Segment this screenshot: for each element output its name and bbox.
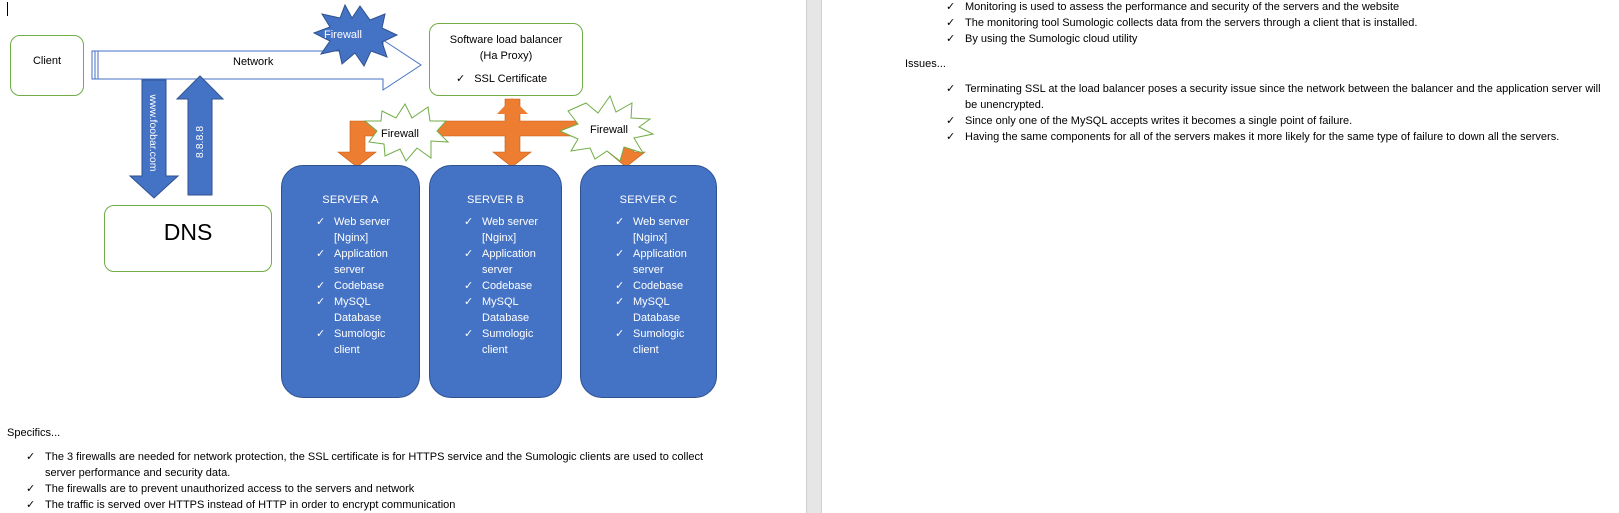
- server-component: ✓ Application server: [334, 246, 404, 278]
- specifics-section: [7, 425, 727, 513]
- server-a: [281, 165, 420, 398]
- dns-label: DNS: [163, 219, 213, 245]
- server-component: ✓ Sumologic client: [482, 326, 552, 358]
- server-component: ✓ Codebase: [633, 278, 703, 294]
- firewall-top-label: Firewall: [324, 29, 362, 41]
- server-component: ✓ Codebase: [482, 278, 552, 294]
- page-gutter: [806, 0, 822, 513]
- check-icon: ✓: [456, 73, 466, 85]
- server-component-list: [430, 214, 561, 358]
- specifics-item: ✓ The traffic is served over HTTPS instead of HTTP in order to encrypt communication: [7, 497, 727, 513]
- server-component: ✓ Application server: [482, 246, 552, 278]
- firewall-right-label: Firewall: [590, 124, 628, 136]
- issues-item: ✓ Since only one of the MySQL accepts writes it becomes a single point of failure.: [927, 113, 1607, 129]
- document-page-left: [0, 0, 806, 513]
- server-title: SERVER A: [322, 194, 379, 206]
- client-box: [10, 35, 84, 96]
- server-component: ✓ Application server: [633, 246, 703, 278]
- client-label: Client: [32, 55, 62, 67]
- server-component: ✓ Web server [Nginx]: [633, 214, 703, 246]
- server-component-list: [282, 214, 419, 358]
- ssl-certificate-item: [430, 71, 582, 87]
- monitoring-list: [927, 0, 1607, 47]
- issues-item: ✓ Terminating SSL at the load balancer poses a security issue since the network between the balancer and the application server will be unencrypted.: [927, 81, 1607, 113]
- issues-heading: Issues...: [905, 58, 946, 70]
- server-title: SERVER B: [466, 194, 525, 206]
- issues-list: [927, 81, 1607, 145]
- monitoring-item: ✓ The monitoring tool Sumologic collects data from the servers through a client that is installed.: [927, 15, 1607, 31]
- server-component: ✓ Web server [Nginx]: [334, 214, 404, 246]
- dns-box: [104, 205, 272, 272]
- specifics-list: [7, 449, 727, 513]
- server-c: [580, 165, 717, 398]
- specifics-heading: Specifics...: [7, 427, 61, 439]
- load-balancer-box: [429, 23, 583, 96]
- specifics-item: ✓ The 3 firewalls are needed for network protection, the SSL certificate is for HTTPS service and the Sumologic clients are used to collect server performance and security data.: [7, 449, 727, 481]
- monitoring-section: [927, 0, 1607, 47]
- issues-item: ✓ Having the same components for all of the servers makes it more likely for the same type of failure to down all the servers.: [927, 129, 1607, 145]
- issues-section: [927, 81, 1607, 145]
- specifics-item: ✓ The firewalls are to prevent unauthorized access to the servers and network: [7, 481, 727, 497]
- server-component: ✓ MySQL Database: [482, 294, 552, 326]
- server-component: ✓ MySQL Database: [334, 294, 404, 326]
- server-title: SERVER C: [619, 194, 678, 206]
- server-b: [429, 165, 562, 398]
- load-balancer-subtitle: (Ha Proxy): [479, 50, 533, 62]
- server-component: ✓ MySQL Database: [633, 294, 703, 326]
- document-page-right: [822, 0, 1619, 513]
- ssl-certificate-label: SSL Certificate: [474, 73, 548, 85]
- server-component: ✓ Sumologic client: [334, 326, 404, 358]
- dns-response-label: 8.8.8.8: [194, 125, 206, 159]
- server-component: ✓ Codebase: [334, 278, 404, 294]
- monitoring-item: ✓ Monitoring is used to assess the performance and security of the servers and the website: [927, 0, 1607, 15]
- load-balancer-title: Software load balancer: [449, 34, 563, 46]
- firewall-left-label: Firewall: [381, 128, 419, 140]
- server-component: ✓ Sumologic client: [633, 326, 703, 358]
- dns-query-label: www.foobar.com: [147, 94, 159, 172]
- monitoring-item: ✓ By using the Sumologic cloud utility: [927, 31, 1607, 47]
- server-component: ✓ Web server [Nginx]: [482, 214, 552, 246]
- server-component-list: [581, 214, 716, 358]
- network-label: Network: [233, 56, 274, 68]
